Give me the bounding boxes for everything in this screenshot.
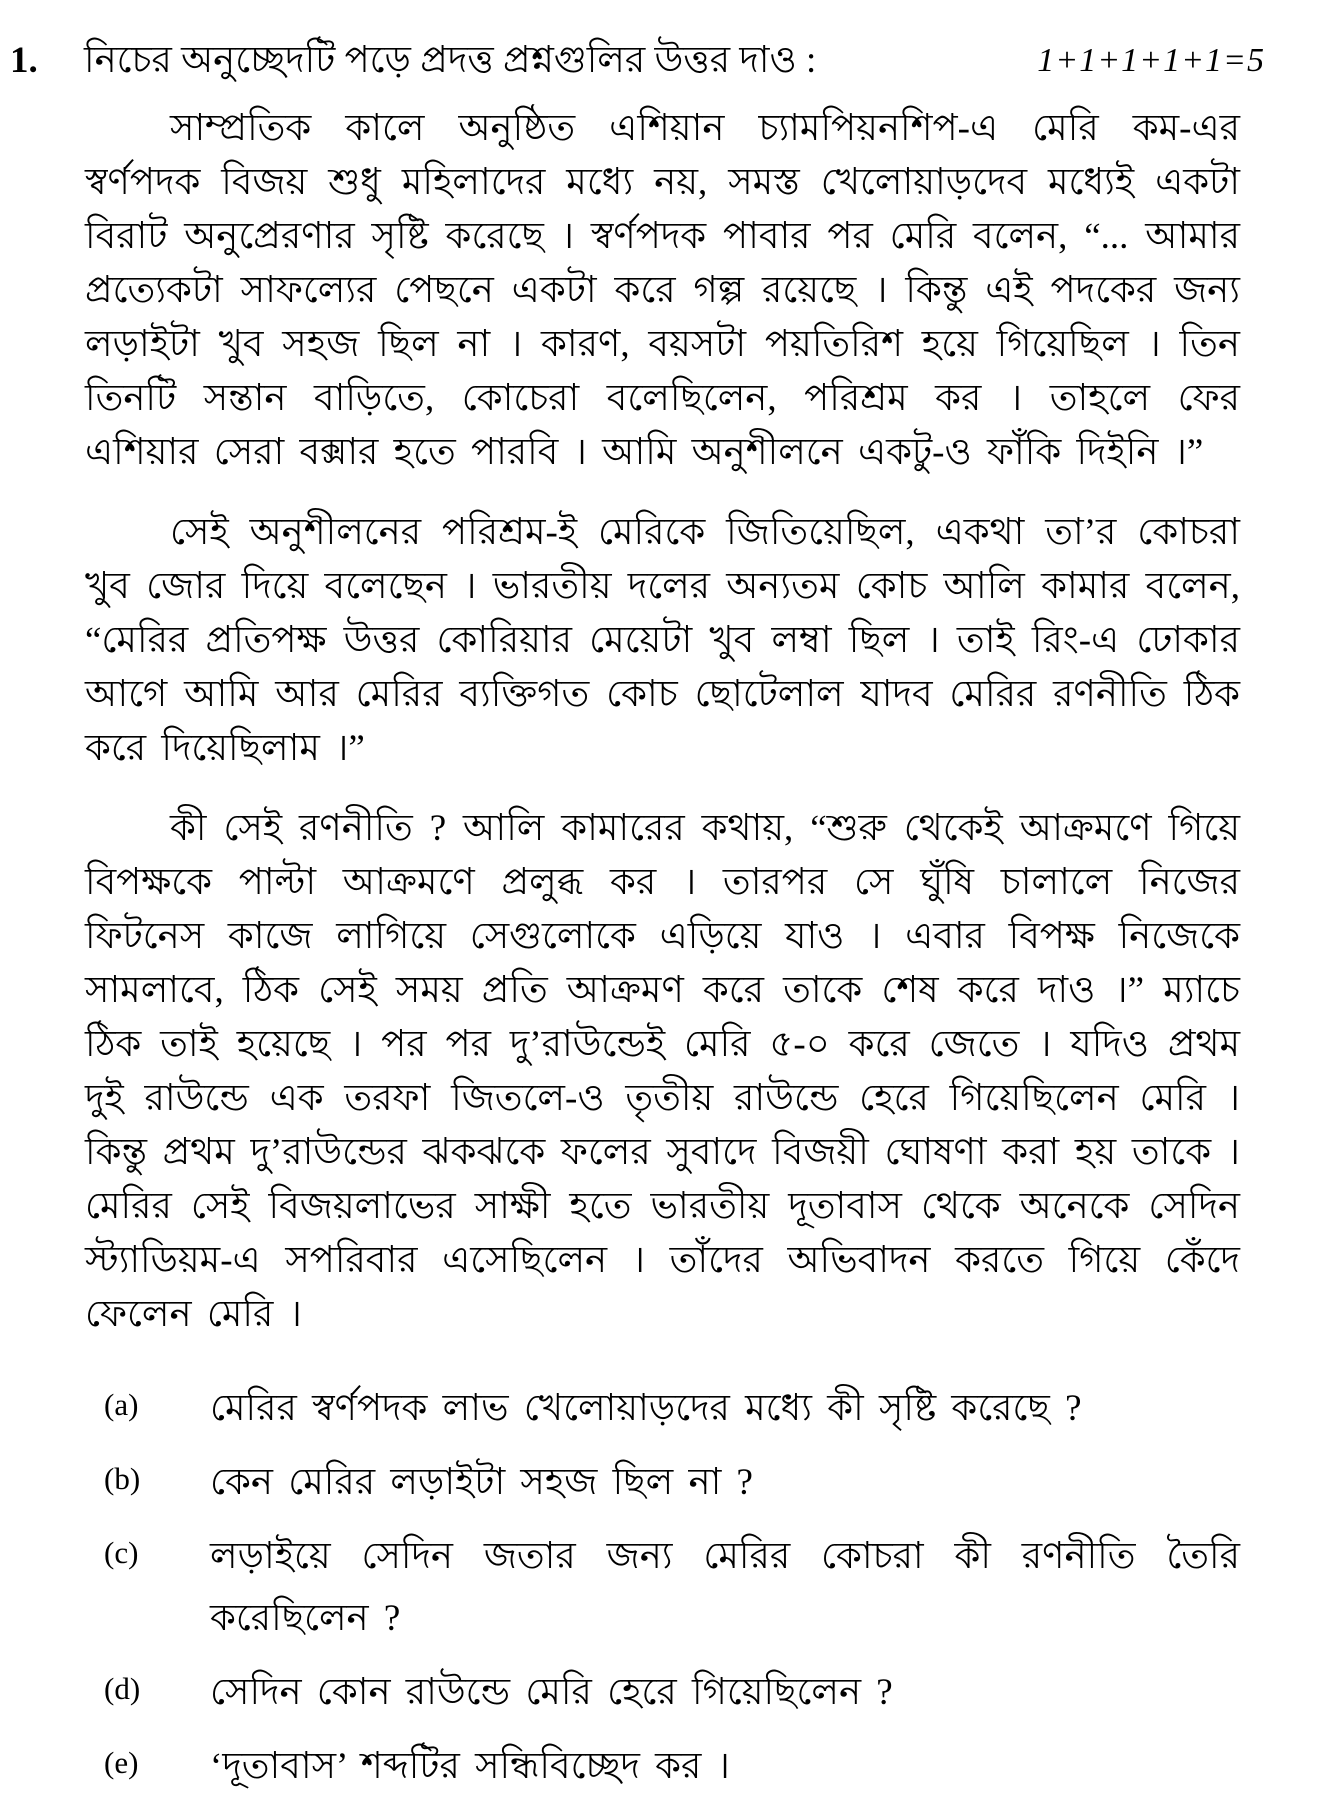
- sub-question-a: [104, 1378, 1240, 1440]
- sub-question-label: (b): [104, 1461, 141, 1496]
- passage-paragraph: কী সেই রণনীতি ? আলি কামারের কথায়, “শুরু থেকেই আক্রমণে গিয়ে বিপক্ষকে পাল্টা আক্রমণে প্রলুব্ধ কর । তারপর সে ঘুঁষি চালালে নিজের ফিটনেস কাজে লাগিয়ে সেগুলোকে এড়িয়ে যাও । এবার বিপক্ষ নিজেকে সামলাবে, ঠিক সেই সময় প্রতি আক্রমণ করে তাকে শেষ করে দাও ।” ম্যাচে ঠিক তাই হয়েছে । পর পর দু’রাউন্ডেই মেরি ৫-০ করে জেতে । যদিও প্রথম দুই রাউন্ডে এক তরফা জিতলে-ও তৃতীয় রাউন্ডে হেরে গিয়েছিলেন মেরি । কিন্তু প্রথম দু’রাউন্ডের ঝকঝকে ফলের সুবাদে বিজয়ী ঘোষণা করা হয় তাকে । মেরির সেই বিজয়লাভের সাক্ষী হতে ভারতীয় দূতাবাস থেকে অনেকে সেদিন স্ট্যাডিয়ম-এ সপরিবার এসেছিলেন । তাঁদের অভিবাদন করতে গিয়ে কেঁদে ফেলেন মেরি ।: [85, 808, 1240, 1335]
- sub-question-text: লড়াইয়ে সেদিন জতার জন্য মেরির কোচরা কী রণনীতি তৈরি করেছিলেন ?: [210, 1536, 1240, 1639]
- passage: [85, 102, 1240, 1342]
- passage-paragraph: সেই অনুশীলনের পরিশ্রম-ই মেরিকে জিতিয়েছিল, একথা তা’র কোচরা খুব জোর দিয়ে বলেছেন । ভারতীয় দলের অন্যতম কোচ আলি কামার বলেন, “মেরির প্রতিপক্ষ উত্তর কোরিয়ার মেয়েটা খুব লম্বা ছিল । তাই রিং-এ ঢোকার আগে আমি আর মেরির ব্যক্তিগত কোচ ছোটেলাল যাদব মেরির রণনীতি ঠিক করে দিয়েছিলাম ।”: [85, 512, 1240, 769]
- sub-question-d: [104, 1662, 1240, 1724]
- question-number: 1.: [10, 40, 38, 81]
- sub-question-list: [104, 1378, 1240, 1798]
- sub-question-b: [104, 1452, 1240, 1514]
- question-header: [0, 0, 1323, 88]
- sub-question-label: (e): [104, 1745, 139, 1780]
- sub-question-c: [104, 1526, 1240, 1650]
- sub-question-label: (c): [104, 1535, 139, 1570]
- sub-question-text: মেরির স্বর্ণপদক লাভ খেলোয়াড়দের মধ্যে কী সৃষ্টি করেছে ?: [210, 1388, 1082, 1429]
- sub-question-text: ‘দূতাবাস’ শব্দটির সন্ধিবিচ্ছেদ কর ।: [210, 1746, 730, 1787]
- passage-paragraph: সাম্প্রতিক কালে অনুষ্ঠিত এশিয়ান চ্যামপিয়নশিপ-এ মেরি কম-এর স্বর্ণপদক বিজয় শুধু মহিলাদের মধ্যে নয়, সমস্ত খেলোয়াড়দেব মধ্যেই একটা বিরাট অনুপ্রেরণার সৃষ্টি করেছে । স্বর্ণপদক পাবার পর মেরি বলেন, “... আমার প্রত্যেকটা সাফল্যের পেছনে একটা করে গল্প রয়েছে । কিন্তু এই পদকের জন্য লড়াইটা খুব সহজ ছিল না । কারণ, বয়সটা পয়তিরিশ হয়ে গিয়েছিল । তিন তিনটি সন্তান বাড়িতে, কোচেরা বলেছিলেন, পরিশ্রম কর । তাহলে ফের এশিয়ার সেরা বক্সার হতে পারবি । আমি অনুশীলনে একটু-ও ফাঁকি দিইনি ।”: [85, 108, 1240, 473]
- question-instruction: নিচের অনুচ্ছেদটি পড়ে প্রদত্ত প্রশ্নগুলির উত্তর দাও :: [84, 40, 817, 81]
- sub-question-e: [104, 1736, 1240, 1798]
- sub-question-label: (d): [104, 1671, 141, 1706]
- marks-allocation: 1+1+1+1+1=5: [1037, 42, 1265, 79]
- sub-question-label: (a): [104, 1387, 139, 1422]
- sub-question-text: কেন মেরির লড়াইটা সহজ ছিল না ?: [210, 1462, 753, 1503]
- sub-question-text: সেদিন কোন রাউন্ডে মেরি হেরে গিয়েছিলেন ?: [210, 1672, 893, 1713]
